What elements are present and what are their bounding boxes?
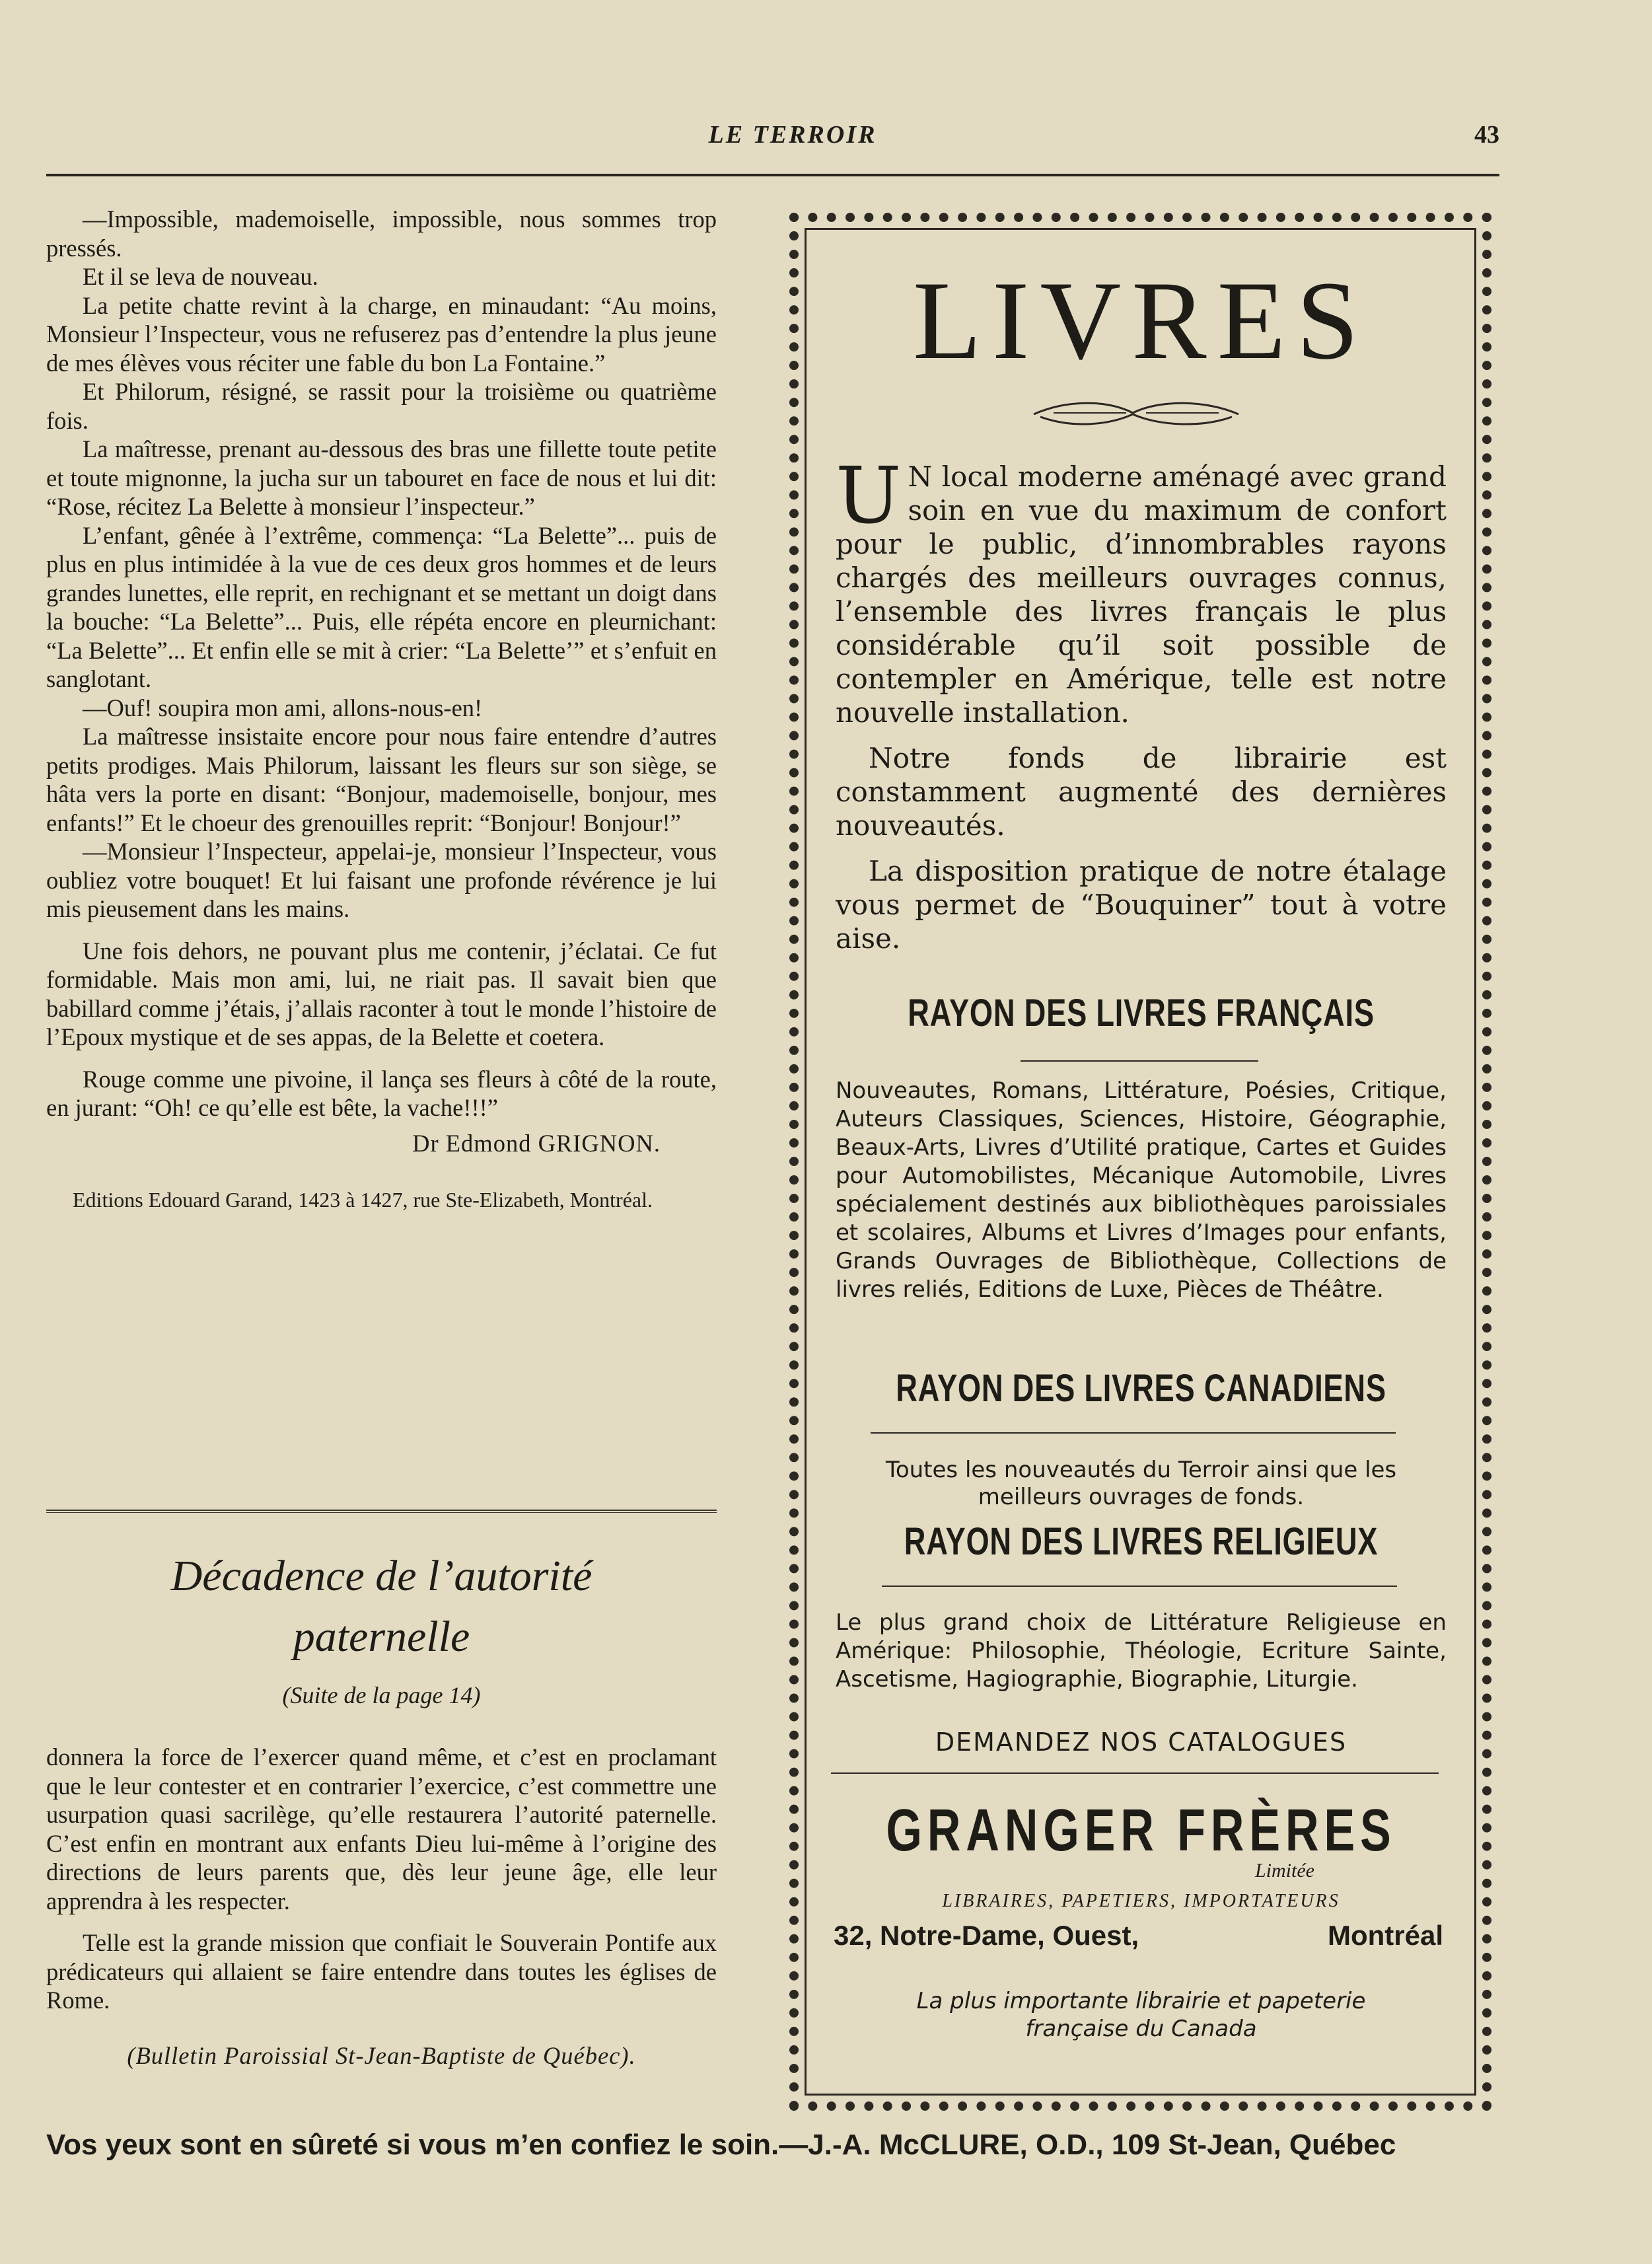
rayon-religieux-list: Le plus grand choix de Littérature Religieuse en Amérique: Philosophie, Théologie, Ecriture Sainte, Ascetisme, Hagiographie, Biographie, Liturgie. [836,1609,1447,1693]
section-divider [46,1510,717,1513]
ad-paragraph: La disposition pratique de notre étalage vous permet de “Bouquiner” tout à votre aise. [836,855,1447,955]
tagline-line: française du Canada [1025,2016,1257,2042]
company-address: 32, Notre-Dame, Ouest, [834,1920,1139,1951]
rule [831,1772,1439,1774]
rayon-canadiens-text: Toutes les nouveautés du Terroir ainsi que les meilleurs ouvrages de fonds. [885,1457,1397,1510]
rule [871,1432,1396,1434]
rayon-canadiens-title: RAYON DES LIVRES CANADIENS [896,1367,1386,1410]
ad-intro-paragraph [836,450,1447,729]
company-business: LIBRAIRES, PAPETIERS, IMPORTATEURS [942,1891,1340,1911]
rule [1021,1060,1258,1062]
article-title-line: paternelle [293,1613,470,1661]
catalog-call: DEMANDEZ NOS CATALOGUES [935,1728,1347,1757]
rule [882,1586,1397,1587]
story-paragraph: Et il se leva de nouveau. [83,263,318,290]
article-paragraph: Telle est la grande mission que confiait le Souverain Pontife aux prédicateurs qui allaient se faire entendre dans toutes les églises de Rome. [46,1929,717,2014]
ad-intro-text: N local moderne aménagé avec grand soin en vue du maximum de confort pour le public, d’innombrables rayons chargés des meilleurs ouvrages connus, l’ensemble des livres français le plus considérable qu’il soit possible de contempler en Amérique, telle est notre nouvelle installation. [836,460,1447,729]
tagline-line: La plus importante librairie et papeterie [916,1988,1366,2014]
rayon-francais-list: Nouveautes, Romans, Littérature, Poésies, Critique, Auteurs Classiques, Sciences, Histoire, Géographie, Beaux-Arts, Livres d’Utilité pratique, Cartes et Guides pour Automobilistes, Mécanique Automobile, Livres spécialement destinés aux bibliothèques paroissiales et scolaires, Albums et Livres d’Images pour enfants, Grands Ouvrages de Bibliothèque, Collections de livres reliés, Editions de Luxe, Pièces de Théâtre. [836,1077,1447,1303]
company-tagline [806,1987,1476,2043]
story-paragraph: La petite chatte revint à la charge, en minaudant: “Au moins, Monsieur l’Inspecteur, vous ne refuserez pas d’entendre la plus jeune de mes élèves vous réciter une fable du bon La Fontaine.” [46,291,717,377]
footer-advert: Vos yeux sont en sûreté si vous m’en confiez le soin.—J.-A. McCLURE, O.D., 109 St-Jean, Québec [46,2129,1396,2161]
company-city: Montréal [1327,1920,1443,1951]
story-paragraph: La maîtresse, prenant au-dessous des bras une fillette toute petite et toute mignonne, la jucha sur un tabouret en face de nous et lui dit: “Rose, récitez La Belette à monsieur l’inspecteur.” [46,435,717,520]
story-paragraph: Rouge comme une pivoine, il lança ses fleurs à côté de la route, en jurant: “Oh! ce qu’elle est bête, la vache!!!” [46,1065,717,1121]
article-source: (Bulletin Paroissial St-Jean-Baptiste de Québec). [127,2041,636,2069]
company-suffix: Limitée [1255,1860,1314,1881]
article-title [46,1546,717,1667]
drop-cap: U [836,450,902,541]
running-title: LE TERROIR [708,121,877,149]
article-text [46,1743,717,2070]
ad-headline: LIVRES [913,258,1369,383]
ad-paragraph: Notre fonds de librairie est constamment augmenté des dernières nouveautés. [836,742,1447,842]
story-paragraph: —Monsieur l’Inspecteur, appelai-je, monsieur l’Inspecteur, vous oubliez votre bouquet! Et lui faisant une profonde révérence je lui mis pieusement dans les mains. [46,838,717,922]
article-title-line: Décadence de l’autorité [170,1552,593,1600]
header-rule [46,174,1499,176]
story-paragraph: Une fois dehors, ne pouvant plus me contenir, j’éclatai. Ce fut formidable. Mais mon ami, lui, ne riait pas. Il savait bien que babillard comme j’étais, j’allais raconter à tout le monde l’histoire de l’Epoux mystique et de ses appas, de la Belette et coetera. [46,937,717,1050]
story-paragraph: Et Philorum, résigné, se rassit pour la troisième ou quatrième fois. [46,378,717,434]
ad-intro [836,450,1447,955]
story-paragraph: L’enfant, gênée à l’extrême, commença: “La Belette”... puis de plus en plus intimidée à la vue de ces deux gros hommes et de leurs grandes lunettes, elle reprit, en rechignant et se mettant un doigt dans la bouche: “La Belette”... Puis, elle répéta encore en pleurnichant: “La Belette”... Et enfin elle se mit à crier: “La Belette’” et s’enfuit en sanglotant. [46,521,717,692]
rayon-religieux-title: RAYON DES LIVRES RELIGIEUX [904,1520,1379,1563]
article-paragraph: donnera la force de l’exercer quand même, et c’est en proclamant que le leur contester et en contrarier l’exercice, c’est commettre une usurpation quasi sacrilège, qu’elle restaurera l’autorité paternelle. C’est enfin en montrant aux enfants Dieu lui-même à l’origine des directions de leurs parents que, dès leur jeune âge, elle leur apprendra à les respecter. [46,1743,717,1915]
rayon-francais-title: RAYON DES LIVRES FRANÇAIS [908,992,1375,1035]
story-text [46,205,717,1212]
continued-from: (Suite de la page 14) [282,1682,481,1708]
story-paragraph: —Ouf! soupira mon ami, allons-nous-en! [83,694,483,721]
ornament-flourish [1027,393,1245,433]
story-signature: Dr Edmond GRIGNON. [412,1129,661,1157]
company-name: GRANGER FRÈRES [886,1798,1396,1864]
story-paragraph: —Impossible, mademoiselle, impossible, nous sommes trop pressés. [46,205,717,262]
publisher-credit: Editions Edouard Garand, 1423 à 1427, rue Ste-Elizabeth, Montréal. [73,1188,653,1212]
page-number: 43 [1474,121,1499,149]
story-paragraph: La maîtresse insistaite encore pour nous faire entendre d’autres petits prodiges. Mais Philorum, laissant les fleurs sur son siège, se hâta vers la porte en disant: “Bonjour, mademoiselle, bonjour, mes enfants!” Et le choeur des grenouilles reprit: “Bonjour! Bonjour!” [46,723,717,836]
